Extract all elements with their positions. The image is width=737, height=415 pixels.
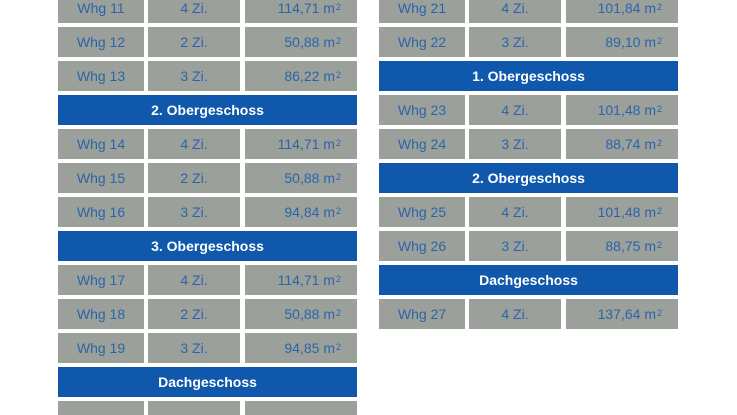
room-count-cell: 2 Zi. (148, 299, 240, 329)
apartment-id-cell: Whg 12 (58, 27, 144, 57)
living-area-cell: 114,71 m 2 (245, 0, 357, 23)
room-count-cell (148, 401, 240, 415)
living-area-cell: 94,85 m 2 (245, 333, 357, 363)
table-row (58, 61, 357, 91)
apartment-id-cell (58, 401, 144, 415)
table-row (379, 95, 678, 125)
room-count-cell: 3 Zi. (148, 61, 240, 91)
table-row (58, 265, 357, 295)
room-count-cell: 2 Zi. (148, 163, 240, 193)
table-row (58, 299, 357, 329)
square-meter-superscript: 2 (656, 35, 662, 46)
living-area-cell: 89,10 m 2 (566, 27, 678, 57)
square-meter-superscript: 2 (656, 103, 662, 114)
square-meter-superscript: 2 (335, 171, 341, 182)
floor-header: 1. Obergeschoss (379, 61, 678, 91)
table-row (58, 0, 357, 23)
table-row (58, 401, 357, 415)
apartment-table-left (58, 0, 357, 415)
apartment-table-right (379, 0, 678, 333)
table-row (58, 129, 357, 159)
table-row (58, 197, 357, 227)
room-count-cell: 4 Zi. (148, 0, 240, 23)
room-count-cell: 3 Zi. (148, 333, 240, 363)
living-area-cell: 88,74 m 2 (566, 129, 678, 159)
square-meter-superscript: 2 (656, 239, 662, 250)
square-meter-superscript: 2 (335, 273, 341, 284)
square-meter-superscript: 2 (656, 1, 662, 12)
apartment-id-cell: Whg 19 (58, 333, 144, 363)
room-count-cell: 3 Zi. (148, 197, 240, 227)
table-row (58, 333, 357, 363)
room-count-cell: 2 Zi. (148, 27, 240, 57)
floor-header: 2. Obergeschoss (379, 163, 678, 193)
square-meter-superscript: 2 (335, 205, 341, 216)
living-area-cell: 101,48 m 2 (566, 197, 678, 227)
apartment-id-cell: Whg 15 (58, 163, 144, 193)
living-area-cell: 137,64 m 2 (566, 299, 678, 329)
floor-header: 2. Obergeschoss (58, 95, 357, 125)
living-area-cell: 114,71 m 2 (245, 129, 357, 159)
living-area-cell: 101,84 m 2 (566, 0, 678, 23)
apartment-id-cell: Whg 24 (379, 129, 465, 159)
apartment-id-cell: Whg 27 (379, 299, 465, 329)
table-row (379, 231, 678, 261)
living-area-cell: 114,71 m 2 (245, 265, 357, 295)
room-count-cell: 4 Zi. (469, 299, 561, 329)
apartment-id-cell: Whg 16 (58, 197, 144, 227)
table-row (379, 0, 678, 23)
room-count-cell: 4 Zi. (469, 95, 561, 125)
square-meter-superscript: 2 (335, 69, 341, 80)
room-count-cell: 4 Zi. (148, 129, 240, 159)
room-count-cell: 3 Zi. (469, 129, 561, 159)
living-area-cell: 101,48 m 2 (566, 95, 678, 125)
room-count-cell: 3 Zi. (469, 231, 561, 261)
apartment-id-cell: Whg 22 (379, 27, 465, 57)
square-meter-superscript: 2 (656, 307, 662, 318)
floor-header: 3. Obergeschoss (58, 231, 357, 261)
apartment-id-cell: Whg 14 (58, 129, 144, 159)
apartment-id-cell: Whg 18 (58, 299, 144, 329)
apartment-id-cell: Whg 23 (379, 95, 465, 125)
room-count-cell: 4 Zi. (469, 197, 561, 227)
living-area-cell: 50,88 m 2 (245, 299, 357, 329)
floor-header: Dachgeschoss (379, 265, 678, 295)
apartment-id-cell: Whg 13 (58, 61, 144, 91)
table-row (379, 27, 678, 57)
square-meter-superscript: 2 (335, 1, 341, 12)
room-count-cell: 4 Zi. (469, 0, 561, 23)
square-meter-superscript: 2 (656, 205, 662, 216)
living-area-cell: 50,88 m 2 (245, 163, 357, 193)
room-count-cell: 4 Zi. (148, 265, 240, 295)
square-meter-superscript: 2 (656, 137, 662, 148)
table-row (379, 299, 678, 329)
apartment-id-cell: Whg 11 (58, 0, 144, 23)
living-area-cell: 50,88 m 2 (245, 27, 357, 57)
apartment-id-cell: Whg 25 (379, 197, 465, 227)
table-row (58, 163, 357, 193)
apartment-id-cell: Whg 21 (379, 0, 465, 23)
square-meter-superscript: 2 (335, 137, 341, 148)
living-area-cell: 94,84 m 2 (245, 197, 357, 227)
apartment-id-cell: Whg 17 (58, 265, 144, 295)
living-area-cell: 88,75 m 2 (566, 231, 678, 261)
living-area-cell: 86,22 m 2 (245, 61, 357, 91)
apartment-id-cell: Whg 26 (379, 231, 465, 261)
square-meter-superscript: 2 (335, 341, 341, 352)
floor-header: Dachgeschoss (58, 367, 357, 397)
living-area-cell (245, 401, 357, 415)
square-meter-superscript: 2 (335, 307, 341, 318)
square-meter-superscript: 2 (335, 35, 341, 46)
table-row (379, 129, 678, 159)
table-row (379, 197, 678, 227)
room-count-cell: 3 Zi. (469, 27, 561, 57)
table-row (58, 27, 357, 57)
